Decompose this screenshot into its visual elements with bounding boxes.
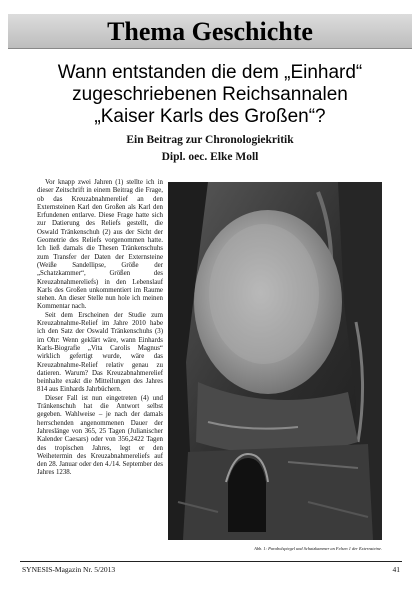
footer-divider: [20, 561, 402, 562]
article-title-line: zugeschriebenen Reichsannalen: [72, 84, 348, 105]
article-title: [14, 62, 406, 128]
article-subtitle: Ein Beitrag zur Chronologiekritik: [126, 134, 294, 146]
photo-illustration: [168, 182, 382, 540]
article-title-line: „Kaiser Karls des Großen“?: [94, 106, 326, 127]
rock-relief-photo: [168, 182, 382, 540]
body-paragraph: Vor knapp zwei Jahren (1) stellte ich in dieser Zeitschrift in einem Beitrag die Frage, ob das Kreuzabnahmerelief an den Externsteinen Karl den Großen als Karl den Erfundenen entlarve. Diese Frage hatte sich zur Datierung des Reliefs gestellt, die Oswald Tränkenschuh (2) aus der Sicht der Geometrie des Reliefs vorgenommen hatte. Ich ließ damals die Thesen Tränkenschuhs zum Transfer der Daten der Externsteine (Weiße Sandellipse, Größe der „Schatzkammer“, Größen des Kreuzabnahmereliefs) in den Lebenslauf Karls des Großen unkommentiert im Raume stehen. An dieser Stelle nun hole ich meinen Kommentar nach.: [37, 179, 163, 311]
body-paragraph: Dieser Fall ist nun eingetreten (4) und Tränkenschuh hat die Antwort selbst gegeben. Wahlweise – je nach der damals herrschenden angenommenen Dauer der Jahreslänge von 365, 25 Tagen (Julianischer Kalender Caesars) oder von 356,2422 Tagen des tropischen Jahres, legt er den Weihetermin des Kreuzabnahmereliefs auf den 28. Januar oder den 4./14. September des Jahres 1238.: [37, 394, 163, 477]
article-author: Dipl. oec. Elke Moll: [161, 151, 259, 163]
body-paragraph: Seit dem Erscheinen der Studie zum Kreuzabnahme-Relief im Jahre 2010 habe ich den Satz der Oswald Tränkenschuhs (3) im Ohr: Wenn geklärt wäre, wann Einhards Karls-Biografie „Vita Carolis Magnus“ wirklich gefertigt wurde, wäre das Kreuzabnahme-Relief relativ genau zu datieren. Warum? Das Kreuzabnahmerelief beinhalte exakt die Mitteilungen des Jahres 814 aus Einhards Jahrbüchern.: [37, 311, 163, 394]
article-title-line: Wann entstanden die dem „Einhard“: [57, 62, 363, 83]
article-body: [37, 179, 163, 571]
page-number: 41: [392, 565, 400, 574]
figure-caption: Abb. 1: Parabolspiegel und Schatzkammer an Felsen 1 der Externsteine.: [254, 546, 382, 551]
footer-magazine: SYNESIS-Magazin Nr. 5/2013: [22, 565, 116, 574]
section-title: Thema Geschichte: [107, 17, 313, 46]
